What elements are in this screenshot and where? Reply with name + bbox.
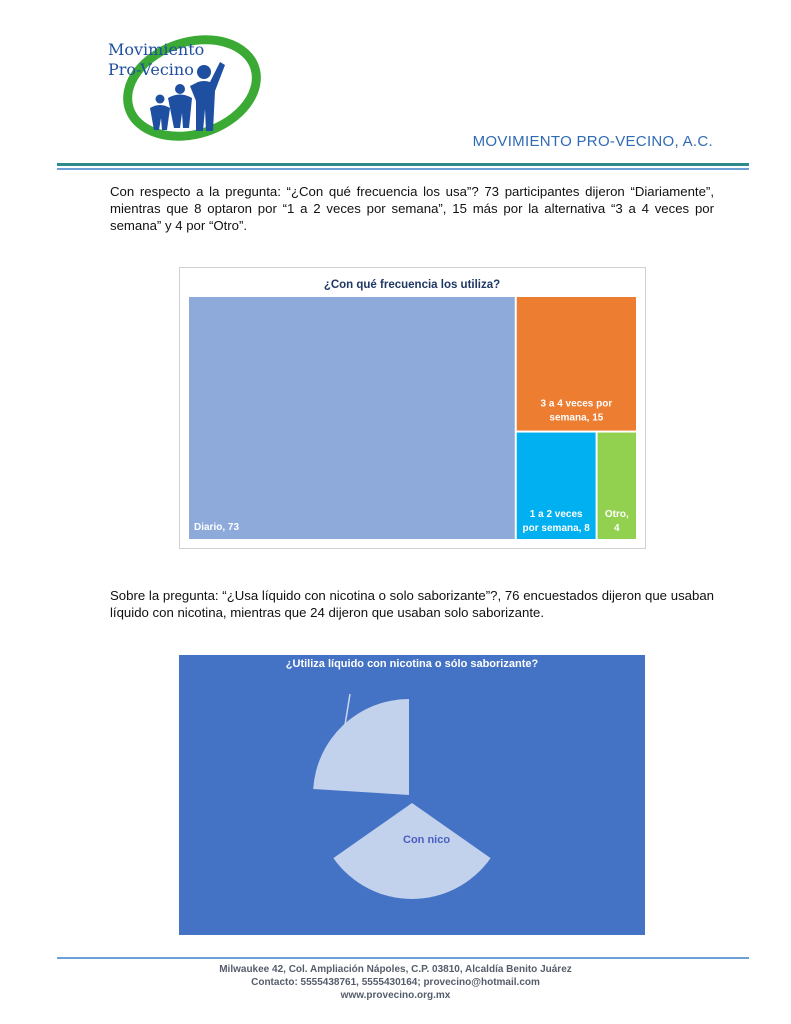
- pie-svg: [179, 655, 645, 935]
- pie-label: Con nico: [403, 834, 451, 846]
- paragraph-frequency: Con respecto a la pregunta: “¿Con qué frecuencia los usa”? 73 participantes dijeron “Diariamente”, mientras que 8 optaron por “1 a 2 veces por semana”, 15 más por la alternativa “3 a 4 veces por semana” y 4 por “Otro”.: [110, 184, 714, 234]
- treemap-rect: [189, 297, 515, 539]
- organization-name: MOVIMIENTO PRO-VECINO, A.C.: [472, 133, 713, 150]
- chart-title: ¿Con qué frecuencia los utiliza?: [323, 279, 501, 291]
- chart-title: ¿Utiliza líquido con nicotina o sólo saborizante?: [285, 658, 539, 670]
- frequency-treemap-chart: [179, 267, 646, 549]
- logo-text-line1: Movimiento: [108, 40, 205, 59]
- footer-contact: Contacto: 5555438761, 5555430164; provecino@hotmail.com: [251, 977, 540, 988]
- treemap-label: Diario, 73: [194, 522, 240, 533]
- treemap-tile-3-a-4-veces-por-semana: [517, 297, 636, 431]
- nicotine-pie-chart: [179, 655, 645, 935]
- footer-divider: [57, 957, 749, 959]
- organization-logo: [104, 28, 264, 160]
- treemap-label: 4: [614, 523, 620, 534]
- header-divider-secondary: [57, 168, 749, 170]
- pie-slice-con-nicotina: [333, 803, 490, 899]
- treemap-label: Otro,: [604, 509, 629, 520]
- treemap-label: por semana, 8: [522, 523, 590, 534]
- treemap-label: 1 a 2 veces: [529, 509, 583, 520]
- treemap-label: semana, 15: [549, 412, 604, 424]
- logo-text-line2: Pro-Vecino: [108, 60, 194, 79]
- header-divider: [57, 163, 749, 166]
- paragraph-nicotine: Sobre la pregunta: “¿Usa líquido con nicotina o solo saborizante”?, 76 encuestados dijeron que usaban líquido con nicotina, mientras que 24 dijeron que usaban solo saborizante.: [110, 588, 714, 621]
- treemap-rect: [517, 297, 636, 431]
- treemap-tile-1-a-2-veces-por-semana: [517, 433, 596, 539]
- pie-slice-solo-saborizante: [313, 699, 409, 795]
- footer-website: www.provecino.org.mx: [340, 990, 451, 1001]
- treemap-svg: [180, 268, 645, 548]
- treemap-tile-diario: [189, 297, 515, 539]
- treemap-tile-otro: [598, 433, 636, 539]
- footer-address: Milwaukee 42, Col. Ampliación Nápoles, C.P. 03810, Alcaldía Benito Juárez: [219, 964, 572, 975]
- treemap-label: 3 a 4 veces por: [540, 398, 613, 410]
